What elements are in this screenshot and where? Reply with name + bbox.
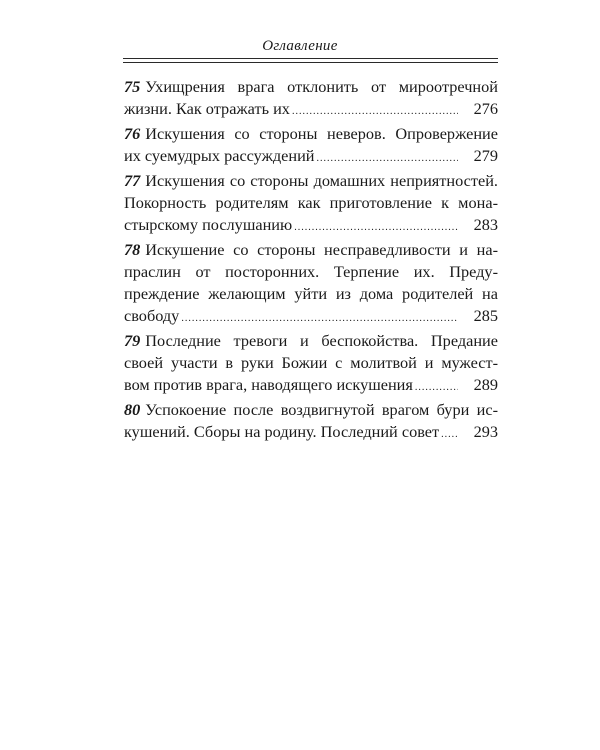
- toc-entry-80[interactable]: [124, 399, 498, 446]
- toc-entry-number: 79: [124, 331, 141, 350]
- toc-entry-line: [124, 330, 498, 352]
- toc-entry-number: 75: [124, 77, 141, 96]
- toc-entry-text: кушений. Сборы на родину. Последний совет: [124, 422, 440, 441]
- page-header-title: Оглавление: [262, 38, 338, 54]
- toc-entry-page: 285: [473, 306, 498, 325]
- toc-entry-78[interactable]: [124, 239, 498, 330]
- dot-leader: [181, 308, 458, 330]
- toc-entry-79[interactable]: [124, 330, 498, 399]
- dot-leader: [294, 217, 458, 239]
- toc-entry-page: 279: [473, 146, 498, 165]
- table-of-contents: [124, 76, 498, 446]
- toc-entry-line: [124, 123, 498, 145]
- toc-entry-text: Искушения со стороны неверов. Опровержение: [145, 124, 498, 143]
- toc-entry-page: 289: [473, 375, 498, 394]
- toc-entry-number: 78: [124, 240, 141, 259]
- toc-entry-text: Искушение со стороны несправедливости и на-: [145, 240, 498, 259]
- toc-entry-line: [124, 239, 498, 261]
- toc-entry-page: 283: [473, 215, 498, 234]
- header-rule-bottom: [123, 62, 498, 63]
- dot-leader: [292, 101, 458, 123]
- header-rule-top: [123, 58, 498, 59]
- toc-entry-line: [124, 170, 498, 192]
- toc-entry-last-line: [124, 421, 498, 446]
- toc-entry-line: [124, 399, 498, 421]
- toc-entry-text: Последние тревоги и беспокойства. Предание: [145, 331, 498, 350]
- toc-entry-text: жизни. Как отражать их: [124, 99, 290, 118]
- toc-entry-page: 276: [473, 99, 498, 118]
- toc-entry-line: своей участи в руки Божии с молитвой и мужест-: [124, 353, 498, 372]
- toc-entry-77[interactable]: [124, 170, 498, 239]
- dot-leader: [317, 148, 458, 170]
- toc-entry-line: преждение желающим уйти из дома родителей на: [124, 284, 498, 303]
- toc-entry-text: вом против врага, наводящего искушения: [124, 375, 413, 394]
- toc-entry-text: их суемудрых рассуждений: [124, 146, 315, 165]
- toc-entry-last-line: [124, 374, 498, 399]
- dot-leader: [415, 377, 458, 399]
- toc-entry-text: Ухищрения врага отклонить от мироотречной: [145, 77, 498, 96]
- toc-entry-line: Покорность родителям как приготовление к мона-: [124, 193, 498, 212]
- toc-entry-number: 77: [124, 171, 141, 190]
- toc-entry-text: Искушения со стороны домашних неприятностей.: [145, 171, 498, 190]
- toc-entry-number: 76: [124, 124, 141, 143]
- toc-entry-text: стырскому послушанию: [124, 215, 293, 234]
- toc-entry-last-line: [124, 98, 498, 123]
- dot-leader: [441, 424, 458, 446]
- toc-entry-76[interactable]: [124, 123, 498, 170]
- toc-entry-last-line: [124, 305, 498, 330]
- toc-entry-text: Успокоение после воздвигнутой врагом бури ис-: [145, 400, 498, 419]
- toc-entry-last-line: [124, 214, 498, 239]
- toc-entry-number: 80: [124, 400, 141, 419]
- toc-entry-last-line: [124, 145, 498, 170]
- toc-entry-75[interactable]: [124, 76, 498, 123]
- toc-entry-page: 293: [473, 422, 498, 441]
- toc-entry-line: [124, 76, 498, 98]
- toc-entry-text: свободу: [124, 306, 180, 325]
- toc-entry-line: праслин от посторонних. Терпение их. Преду-: [124, 262, 498, 281]
